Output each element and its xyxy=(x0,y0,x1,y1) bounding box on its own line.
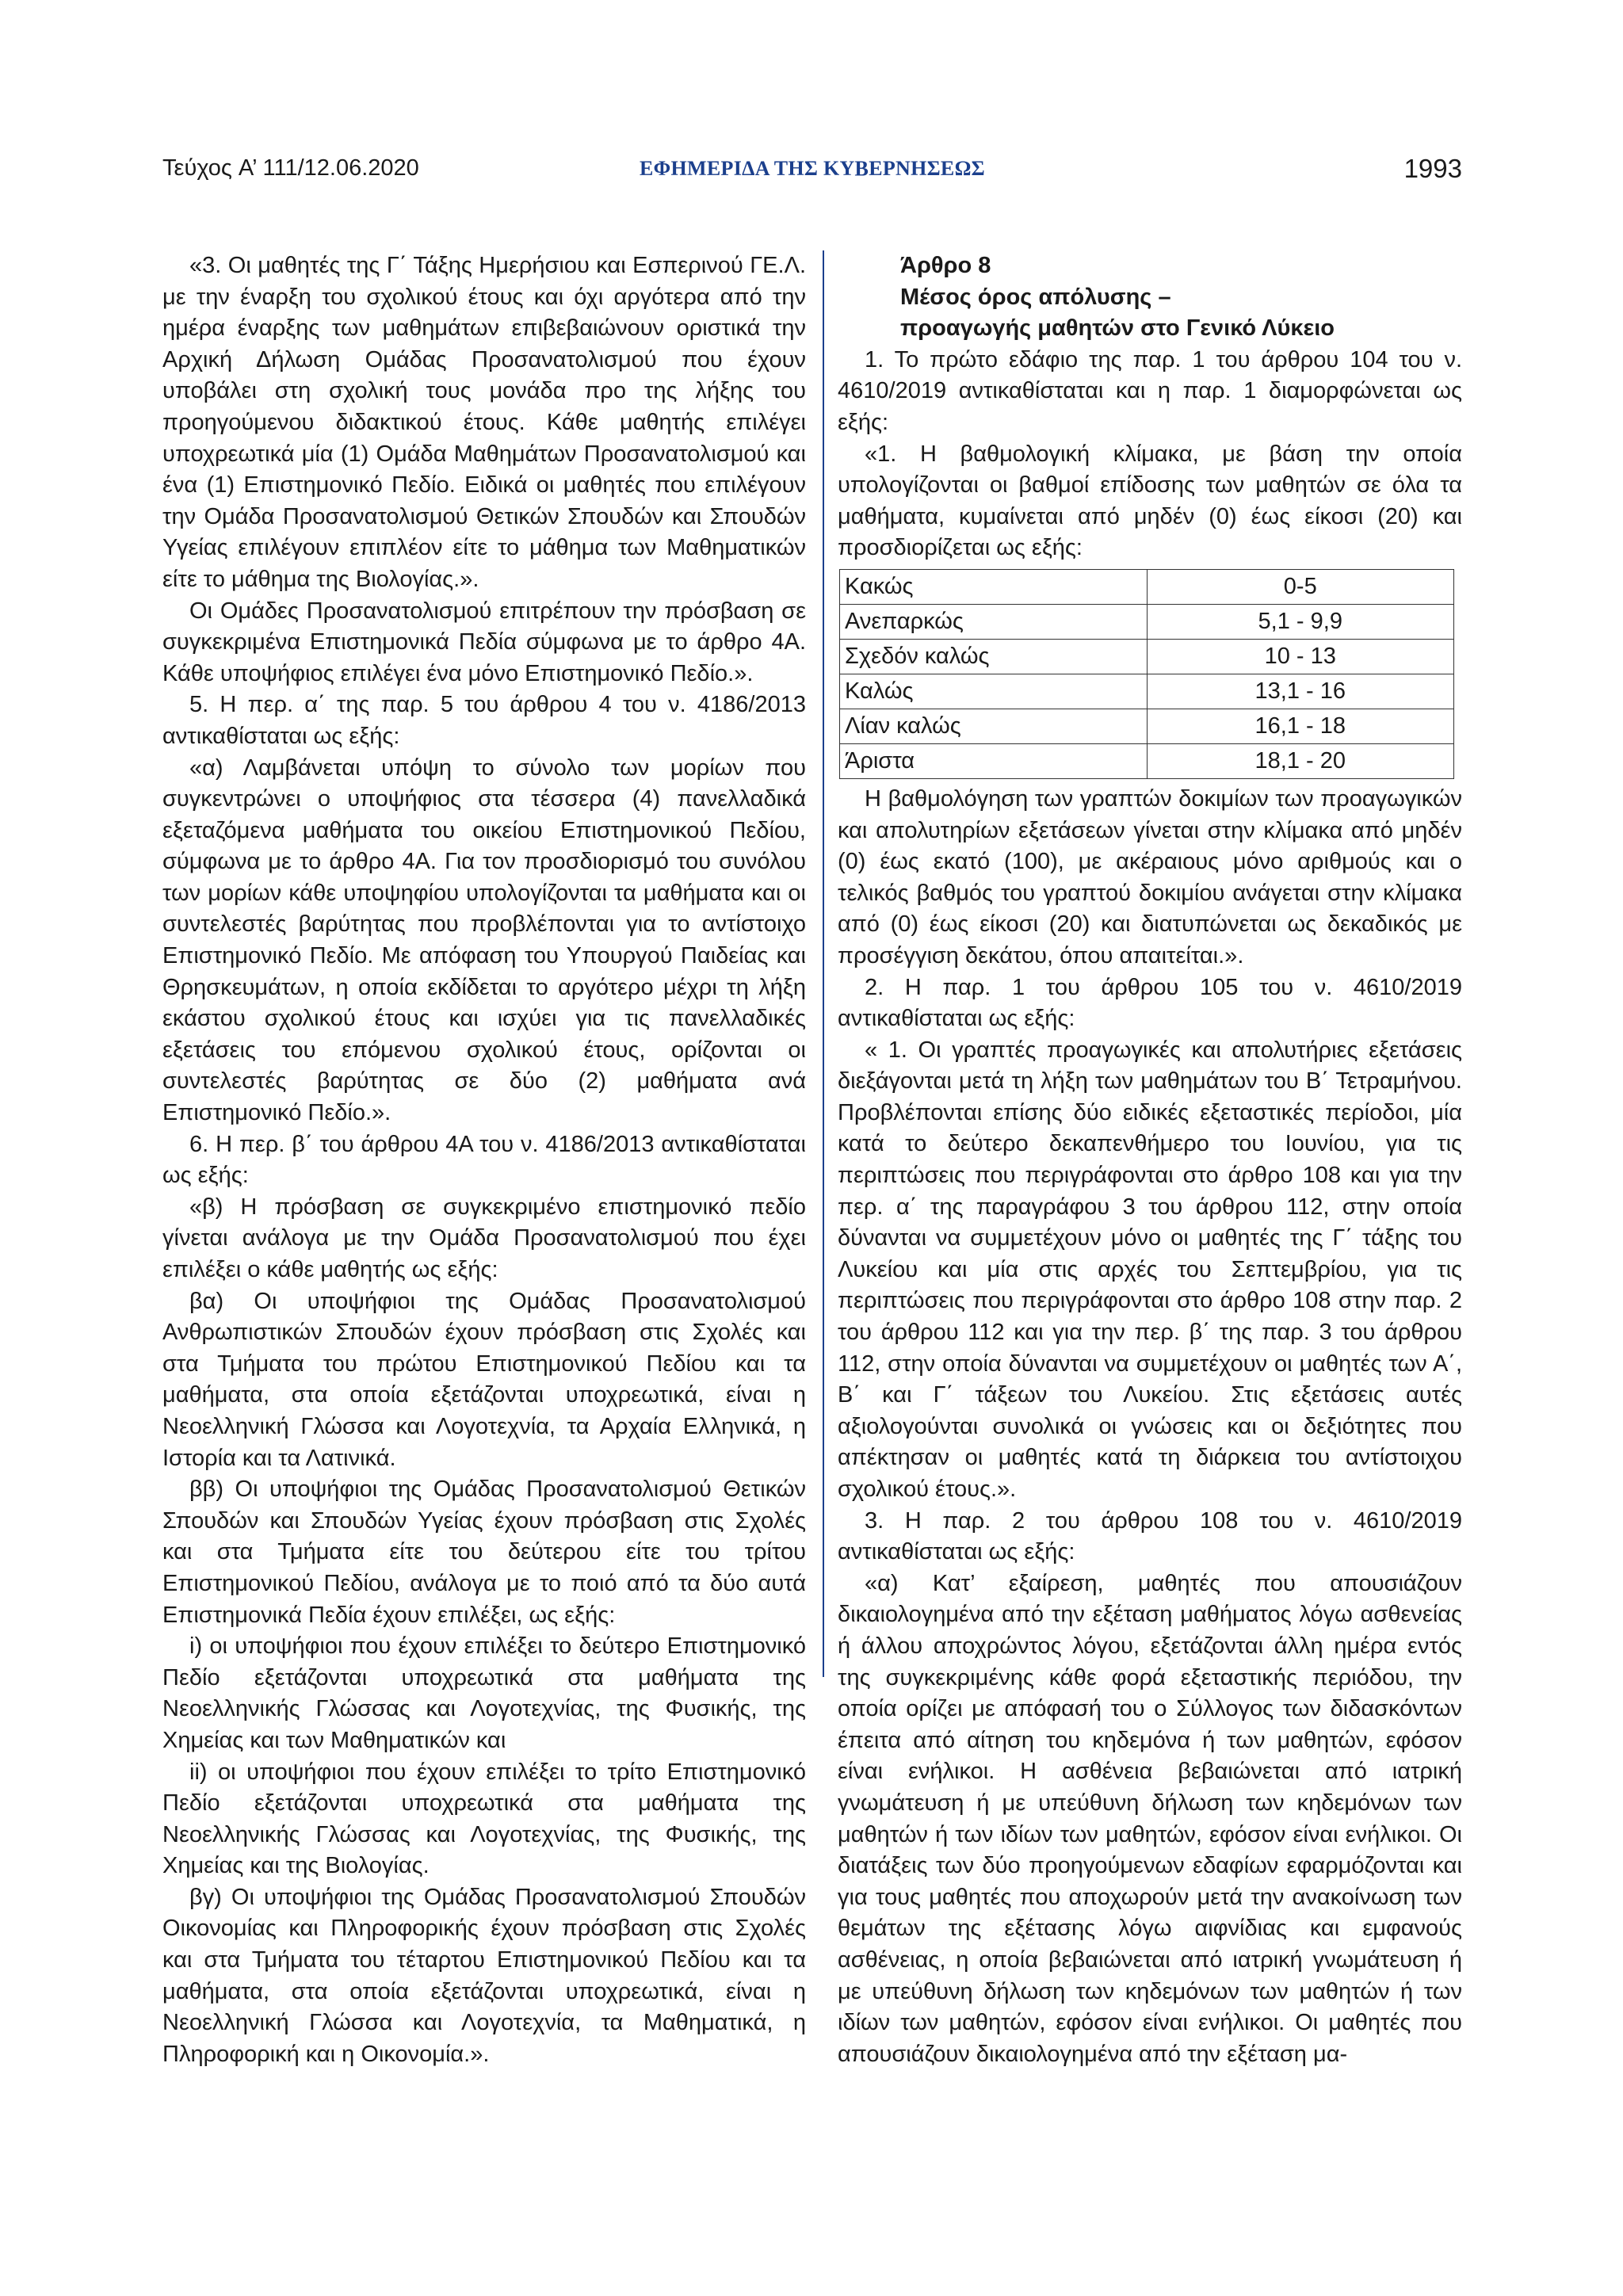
grade-range: 16,1 - 18 xyxy=(1147,709,1454,743)
grade-range: 13,1 - 16 xyxy=(1147,674,1454,709)
left-column xyxy=(162,250,806,2070)
paragraph: «α) Κατ’ εξαίρεση, μαθητές που απουσιάζουν δικαιολογημένα από την εξέταση μαθήματος λόγω ασθενείας ή άλλου αποχρώντος λόγου, εξετάζονται άλλη ημέρα εντός της συγκεκριμένης κάθε φορά εξεταστικής περιόδου, την οποία ορίζει με απόφασή του ο Σύλλογος των διδασκόντων έπειτα από αίτηση του κηδεμόνα ή των μαθητών, εφόσον είναι ενήλικοι. Η ασθένεια βεβαιώνεται από ιατρική γνωμάτευση ή με υπεύθυνη δήλωση των κηδεμόνων των μαθητών ή των ιδίων των μαθητών, εφόσον είναι ενήλικοι. Οι διατάξεις των δύο προηγούμενων εδαφίων εφαρμόζονται και για τους μαθητές που αποχωρούν μετά την ανακοίνωση των θεμάτων της εξέτασης λόγω αιφνίδιας και εμφανούς ασθένειας, η οποία βεβαιώνεται από ιατρική γνωμάτευση ή με υπεύθυνη δήλωση των κηδεμόνων των μαθητών ή των ιδίων των μαθητών, εφόσον είναι ενήλικοι. Οι μαθητές που απουσιάζουν δικαιολογημένα από την εξέταση μα- xyxy=(838,1570,1462,2067)
table-row xyxy=(840,604,1454,639)
table-row xyxy=(840,743,1454,778)
paragraph: «α) Λαμβάνεται υπόψη το σύνολο των μορίων που συγκεντρώνει ο υποψήφιος στα τέσσερα (4) πανελλαδικά εξεταζόμενα μαθήματα του οικείου Επιστημονικού Πεδίου, σύμφωνα με το άρθρο 4Α. Για τον προσδιορισμό του συνόλου των μορίων κάθε υποψηφίου υπολογίζονται τα μαθήματα και οι συντελεστές βαρύτητας που προβλέπονται για το αντίστοιχο Επιστημονικό Πεδίο. Με απόφαση του Υπουργού Παιδείας και Θρησκευμάτων, η οποία εκδίδεται το αργότερο μέχρι τη λήξη εκάστου σχολικού έτους και ισχύει για τις πανελλαδικές εξετάσεις του επόμενου σχολικού έτους, ορίζονται οι συντελεστές βαρύτητας σε δύο (2) μαθήματα ανά Επιστημονικό Πεδίο.». xyxy=(162,755,806,1126)
paragraph: 5. Η περ. α΄ της παρ. 5 του άρθρου 4 του ν. 4186/2013 αντικαθίσταται ως εξής: xyxy=(162,692,806,749)
grade-label: Καλώς xyxy=(840,674,1148,709)
column-divider xyxy=(823,250,824,1677)
paragraph: 1. Το πρώτο εδάφιο της παρ. 1 του άρθρου 104 του ν. 4610/2019 αντικαθίσταται και η παρ. 1 διαμορφώνεται ως εξής: xyxy=(838,346,1462,435)
paragraph: Η βαθμολόγηση των γραπτών δοκιμίων των προαγωγικών και απολυτηρίων εξετάσεων γίνεται στην κλίμακα από μηδέν (0) έως εκατό (100), με ακέραιους μόνο αριθμούς και ο τελικός βαθμός του γραπτού δοκιμίου ανάγεται στην κλίμακα από (0) έως είκοσι (20) και διατυπώνεται ως δεκαδικός με προσέγγιση δεκάτου, όπου απαιτείται.». xyxy=(838,785,1462,968)
paragraph: Οι Ομάδες Προσανατολισμού επιτρέπουν την πρόσβαση σε συγκεκριμένα Επιστημονικά Πεδία σύμφωνα με το άρθρο 4Α. Κάθε υποψήφιος επιλέγει ένα μόνο Επιστημονικό Πεδίο.». xyxy=(162,598,806,686)
grade-range: 18,1 - 20 xyxy=(1147,743,1454,778)
paragraph: « 1. Οι γραπτές προαγωγικές και απολυτήριες εξετάσεις διεξάγονται μετά τη λήξη των μαθημάτων του Β΄ Τετραμήνου. Προβλέπονται επίσης δύο ειδικές εξεταστικές περίοδοι, μία κατά το δεύτερο δεκαπενθήμερο του Ιουνίου, για τις περιπτώσεις που περιγράφονται στο άρθρο 108 και για την περ. α΄ της παραγράφου 3 του άρθρου 112, στην οποία δύνανται να συμμετέχουν μόνο οι μαθητές της Γ΄ τάξης του Λυκείου και μία στις αρχές του Σεπτεμβρίου, για τις περιπτώσεις που περιγράφονται στο άρθρο 108 στην παρ. 2 του άρθρου 112 και για την περ. β΄ της παρ. 3 του άρθρου 112, στην οποία δύνανται να συμμετέχουν οι μαθητές των Α΄, Β΄ και Γ΄ τάξεων του Λυκείου. Στις εξετάσεις αυτές αξιολογούνται συνολικά οι γνώσεις και οι δεξιότητες που απέκτησαν οι μαθητές κατά τη διάρκεια του αντίστοιχου σχολικού έτους.». xyxy=(838,1037,1462,1502)
paragraph: 6. Η περ. β΄ του άρθρου 4Α του ν. 4186/2013 αντικαθίσταται ως εξής: xyxy=(162,1131,806,1189)
page-number: 1993 xyxy=(1403,154,1462,183)
table-row xyxy=(840,639,1454,674)
paragraph: i) οι υποψήφιοι που έχουν επιλέξει το δεύτερο Επιστημονικό Πεδίο εξετάζονται υποχρεωτικά στα μαθήματα της Νεοελληνικής Γλώσσας και Λογοτεχνίας, της Φυσικής, της Χημείας και των Μαθηματικών και xyxy=(162,1633,806,1753)
grade-range: 5,1 - 9,9 xyxy=(1147,604,1454,639)
right-column xyxy=(838,250,1462,2070)
article-title-line2: προαγωγής μαθητών στο Γενικό Λύκειο xyxy=(900,315,1335,342)
table-row xyxy=(840,709,1454,743)
grade-label: Κακώς xyxy=(840,569,1148,604)
paragraph: ii) οι υποψήφιοι που έχουν επιλέξει το τρίτο Επιστημονικό Πεδίο εξετάζονται υποχρεωτικά στα μαθήματα της Νεοελληνικής Γλώσσας και Λογοτεχνίας, της Φυσικής, της Χημείας και της Βιολογίας. xyxy=(162,1759,806,1879)
paragraph: βα) Οι υποψήφιοι της Ομάδας Προσανατολισμού Ανθρωπιστικών Σπουδών έχουν πρόσβαση στις Σχολές και στα Τμήματα του πρώτου Επιστημονικού Πεδίου και τα μαθήματα, στα οποία εξετάζονται υποχρεωτικά, είναι η Νεοελληνική Γλώσσα και Λογοτεχνία, τα Αρχαία Ελληνικά, η Ιστορία και τα Λατινικά. xyxy=(162,1288,806,1471)
paragraph: 3. Η παρ. 2 του άρθρου 108 του ν. 4610/2019 αντικαθίσταται ως εξής: xyxy=(838,1507,1462,1565)
grade-label: Άριστα xyxy=(840,743,1148,778)
table-row xyxy=(840,569,1454,604)
grade-label: Σχεδόν καλώς xyxy=(840,639,1148,674)
paragraph: «β) Η πρόσβαση σε συγκεκριμένο επιστημονικό πεδίο γίνεται ανάλογα με την Ομάδα Προσανατολισμού που έχει επιλέξει ο κάθε μαθητής ως εξής: xyxy=(162,1194,806,1282)
paragraph: 2. Η παρ. 1 του άρθρου 105 του ν. 4610/2019 αντικαθίσταται ως εξής: xyxy=(838,974,1462,1032)
grade-range: 0-5 xyxy=(1147,569,1454,604)
article-number: Άρθρο 8 xyxy=(900,253,991,278)
paragraph: «3. Οι μαθητές της Γ΄ Τάξης Ημερήσιου και Εσπερινού ΓΕ.Λ. με την έναρξη του σχολικού έτους και όχι αργότερα από την ημέρα έναρξης των μαθημάτων επιβεβαιώνουν οριστικά την Αρχική Δήλωση Ομάδας Προσανατολισμού που έχουν υποβάλει στη σχολική τους μονάδα προ της λήξης του προηγούμενου διδακτικού έτους. Κάθε μαθητής επιλέγει υποχρεωτικά μία (1) Ομάδα Μαθημάτων Προσανατολισμού και ένα (1) Επιστημονικό Πεδίο. Ειδικά οι μαθητές που επιλέγουν την Ομάδα Προσανατολισμού Θετικών Σπουδών και Σπουδών Υγείας επιλέγουν επιπλέον είτε το μάθημα των Μαθηματικών είτε το μάθημα της Βιολογίας.». xyxy=(162,253,806,592)
page-header xyxy=(162,155,1462,195)
grade-label: Λίαν καλώς xyxy=(840,709,1148,743)
paragraph: «1. Η βαθμολογική κλίμακα, με βάση την οποία υπολογίζονται οι βαθμοί επίδοσης των μαθητών σε όλα τα μαθήματα, κυμαίνεται από μηδέν (0) έως είκοσι (20) και προσδιορίζεται ως εξής: xyxy=(838,441,1462,561)
article-title-line1: Μέσος όρος απόλυσης – xyxy=(900,284,1171,310)
grade-range: 10 - 13 xyxy=(1147,639,1454,674)
grade-label: Ανεπαρκώς xyxy=(840,604,1148,639)
table-row xyxy=(840,674,1454,709)
paragraph: βγ) Οι υποψήφιοι της Ομάδας Προσανατολισμού Σπουδών Οικονομίας και Πληροφορικής έχουν πρόσβαση στις Σχολές και στα Τμήματα του τέταρτου Επιστημονικού Πεδίου και τα μαθήματα, στα οποία εξετάζονται υποχρεωτικά, είναι η Νεοελληνική Γλώσσα και Λογοτεχνία, τα Μαθηματικά, η Πληροφορική και η Οικονομία.». xyxy=(162,1884,806,2067)
issue-number: Τεύχος A’ 111/12.06.2020 xyxy=(162,155,419,181)
grade-scale-table xyxy=(839,569,1454,779)
paragraph: ββ) Οι υποψήφιοι της Ομάδας Προσανατολισμού Θετικών Σπουδών και Σπουδών Υγείας έχουν πρόσβαση στις Σχολές και στα Τμήματα είτε του δεύτερου είτε του τρίτου Επιστημονικού Πεδίου, ανάλογα με το ποιό από τα δύο αυτά Επιστημονικά Πεδία έχουν επιλέξει, ως εξής: xyxy=(162,1477,806,1628)
gazette-title: ΕΦΗΜΕΡΙΔΑ ΤΗΣ ΚΥΒΕΡΝΗΣΕΩΣ xyxy=(640,157,985,180)
grade-table-body xyxy=(840,569,1454,778)
